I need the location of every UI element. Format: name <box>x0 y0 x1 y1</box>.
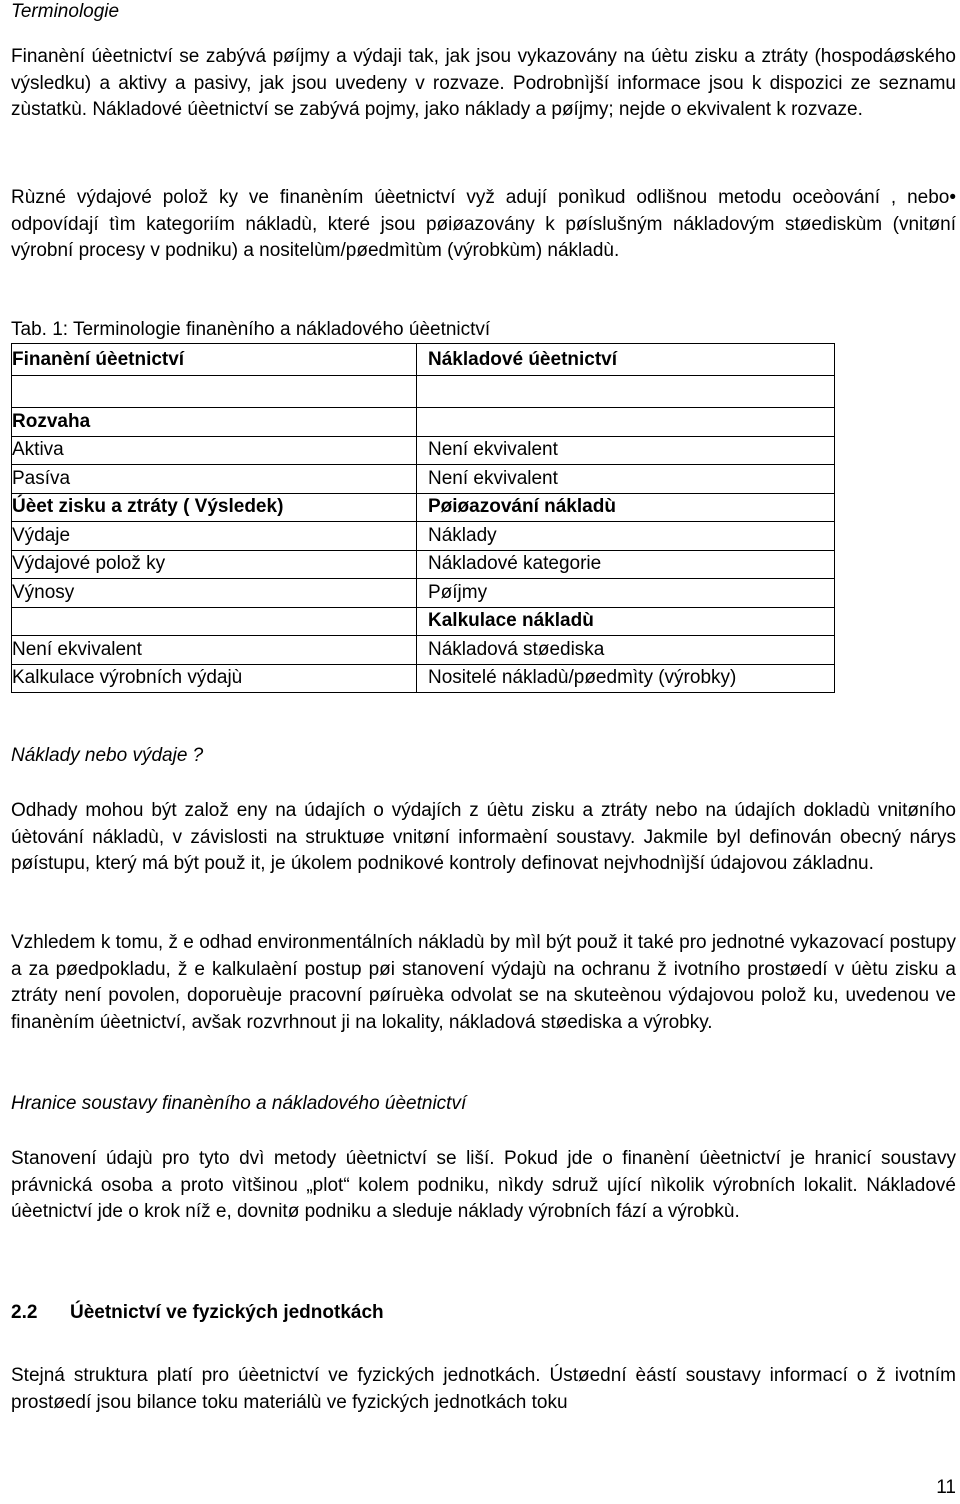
table-row <box>12 550 835 579</box>
paragraph-financni-ucetnictvi: Finanèní úèetnictví se zabývá pøíjmy a výdaji tak, jak jsou vykazovány na úètu zisku a ztráty (hospodáøského výsledku) a aktivy a pasivy, jak jsou uvedeny v rozvaze. Podrobnìjší informace jsou k dispozici ze seznamu zùstatkù. Nákladové úèetnictví se zabývá pojmy, jako náklady a pøíjmy; nejde o ekvivalent k rozvaze. <box>11 46 956 120</box>
table-cell: Nákladová støediska <box>417 636 835 665</box>
paragraph-odhady: Odhady mohou být založ eny na údajích o výdajích z úètu zisku a ztráty nebo na údajích dokladù vnitøního úètování nákladù, v závislosti na struktuøe vnitøní informaèní soustavy. Jakmile byl definován obecný nárys pøístupu, který má být použ it, je úkolem podnikové kontroly definovat nejvhodnìjší údajovou základnu. <box>11 800 956 874</box>
table-cell: Není ekvivalent <box>12 636 417 665</box>
table-cell <box>417 408 835 437</box>
heading-terminologie: Terminologie <box>11 1 120 22</box>
table-row <box>12 636 835 665</box>
section-number: 2.2 <box>11 1302 38 1323</box>
paragraph-stejna-struktura: Stejná struktura platí pro úèetnictví ve fyzických jednotkách. Ústøední èástí soustavy informací o ž ivotním prostøedí jsou bilance toku materiálù ve fyzických jednotkách toku <box>11 1365 956 1413</box>
table-caption: Tab. 1: Terminologie finanèního a nákladového úèetnictví <box>11 319 491 340</box>
section-heading <box>11 1302 384 1324</box>
table-cell: Kalkulace nákladù <box>417 607 835 636</box>
table-cell: Výnosy <box>12 579 417 608</box>
table-cell: Nákladové kategorie <box>417 550 835 579</box>
table-cell: Aktiva <box>12 436 417 465</box>
table-cell: Nositelé nákladù/pøedmìty (výrobky) <box>417 664 835 693</box>
table-cell: Výdaje <box>12 522 417 551</box>
table-row <box>12 408 835 437</box>
table-cell: Kalkulace výrobních výdajù <box>12 664 417 693</box>
table-cell: Rozvaha <box>12 408 417 437</box>
header-nakladove: Nákladové úèetnictví <box>417 344 835 376</box>
table-row <box>12 607 835 636</box>
table-row <box>12 664 835 693</box>
table-cell <box>12 607 417 636</box>
paragraph-ruzne-vydajove-polozky: Rùzné výdajové polož ky ve finanèním úèetnictví vyž adují ponìkud odlišnou metodu oceòování , nebo• odpovídají tìm kategoriím nákladù, které jsou pøiøazovány k pøíslušným nákladovým støediskùm (vnitøní výrobní procesy v podniku) a nositelùm/pøedmìtùm (výrobkùm) nákladù. <box>11 187 956 261</box>
table-cell <box>12 376 417 408</box>
terminology-table <box>11 343 835 693</box>
table-cell: Není ekvivalent <box>417 436 835 465</box>
header-financni: Finanèní úèetnictví <box>12 344 417 376</box>
section-title: Úèetnictví ve fyzických jednotkách <box>70 1302 384 1323</box>
table-cell: Není ekvivalent <box>417 465 835 494</box>
table-cell: Úèet zisku a ztráty ( Výsledek) <box>12 493 417 522</box>
table-cell: Výdajové polož ky <box>12 550 417 579</box>
table-cell: Pøíjmy <box>417 579 835 608</box>
paragraph-vzhledem: Vzhledem k tomu, ž e odhad environmentálních nákladù by mìl být použ it také pro jednotné vykazovací postupy a za pøedpokladu, ž e kalkulaèní postup pøi stanovení výdajù na ochranu ž ivotního prostøedí v úètu zisku a ztráty není povolen, doporuèuje pracovní pøíruèka odvolat se na skuteènou výdajovou polož ku, uvedenou ve finanèním úèetnictví, avšak rozvrhnout ji na lokality, nákladová støediska a výrobky. <box>11 932 956 1033</box>
table-row <box>12 376 835 408</box>
heading-naklady-nebo-vydaje: Náklady nebo výdaje ? <box>11 745 204 766</box>
table-cell: Pøiøazování nákladù <box>417 493 835 522</box>
table-cell: Pasíva <box>12 465 417 494</box>
table-cell: Náklady <box>417 522 835 551</box>
table-row <box>12 436 835 465</box>
table-row <box>12 493 835 522</box>
table-header-row <box>12 344 835 376</box>
table-row <box>12 465 835 494</box>
table-cell <box>417 376 835 408</box>
page-number: 11 <box>936 1477 956 1498</box>
heading-hranice-soustavy: Hranice soustavy finanèního a nákladového úèetnictví <box>11 1093 467 1114</box>
paragraph-stanoveni: Stanovení údajù pro tyto dvì metody úèetnictví se liší. Pokud jde o finanèní úèetnictví je hranicí soustavy právnická osoba a proto vìtšinou „plot“ kolem podniku, nìkdy sdruž ující nìkolik výrobních lokalit. Nákladové úèetnictví jde o krok níž e, dovnitø podniku a sleduje náklady výrobních fází a výrobkù. <box>11 1148 956 1222</box>
table-row <box>12 522 835 551</box>
table-row <box>12 579 835 608</box>
